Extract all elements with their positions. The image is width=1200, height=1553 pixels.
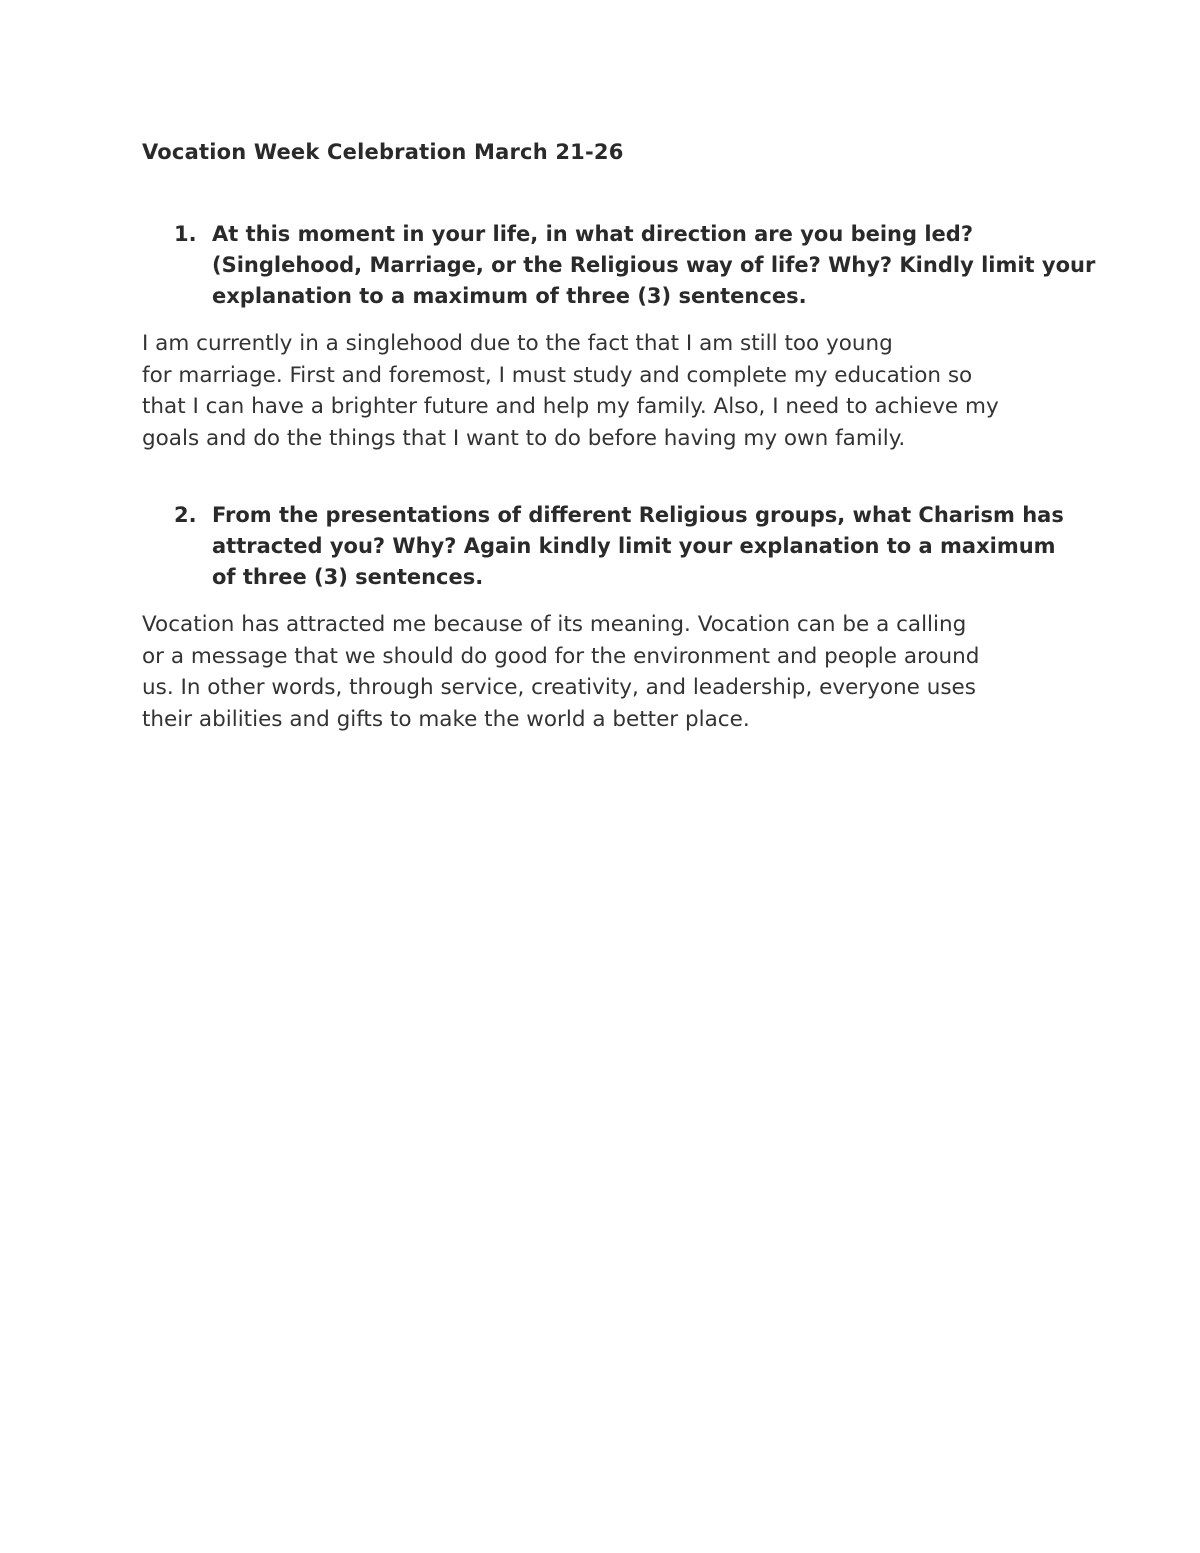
question-line: explanation to a maximum of three (3) sentences.	[212, 284, 807, 308]
answer-line: their abilities and gifts to make the world a better place.	[142, 706, 750, 732]
answer-line: for marriage. First and foremost, I must study and complete my education so	[142, 362, 973, 388]
answer-2	[142, 609, 1072, 735]
answer-line: I am currently in a singlehood due to the fact that I am still too young	[142, 331, 893, 356]
answer-line: goals and do the things that I want to do before having my own family.	[142, 425, 906, 451]
answer-line: us. In other words, through service, creativity, and leadership, everyone uses	[142, 675, 976, 700]
question-line: attracted you? Why? Again kindly limit your explanation to a maximum	[212, 534, 1056, 558]
answer-1	[142, 328, 1072, 454]
question-number: 2.	[174, 503, 197, 527]
answer-line: or a message that we should do good for the environment and people around	[142, 643, 980, 669]
question-line: of three (3) sentences.	[212, 565, 484, 589]
question-1	[174, 219, 1096, 312]
question-number: 1.	[174, 222, 197, 246]
answer-line: Vocation has attracted me because of its meaning. Vocation can be a calling	[142, 612, 967, 637]
question-2	[174, 500, 1074, 593]
question-line: (Singlehood, Marriage, or the Religious way of life? Why? Kindly limit your	[212, 253, 1096, 277]
document-title: Vocation Week Celebration March 21-26	[142, 140, 624, 164]
question-line: From the presentations of different Religious groups, what Charism has	[212, 503, 1064, 527]
answer-line: that I can have a brighter future and help my family. Also, I need to achieve my	[142, 394, 999, 419]
question-line: At this moment in your life, in what direction are you being led?	[212, 222, 974, 246]
